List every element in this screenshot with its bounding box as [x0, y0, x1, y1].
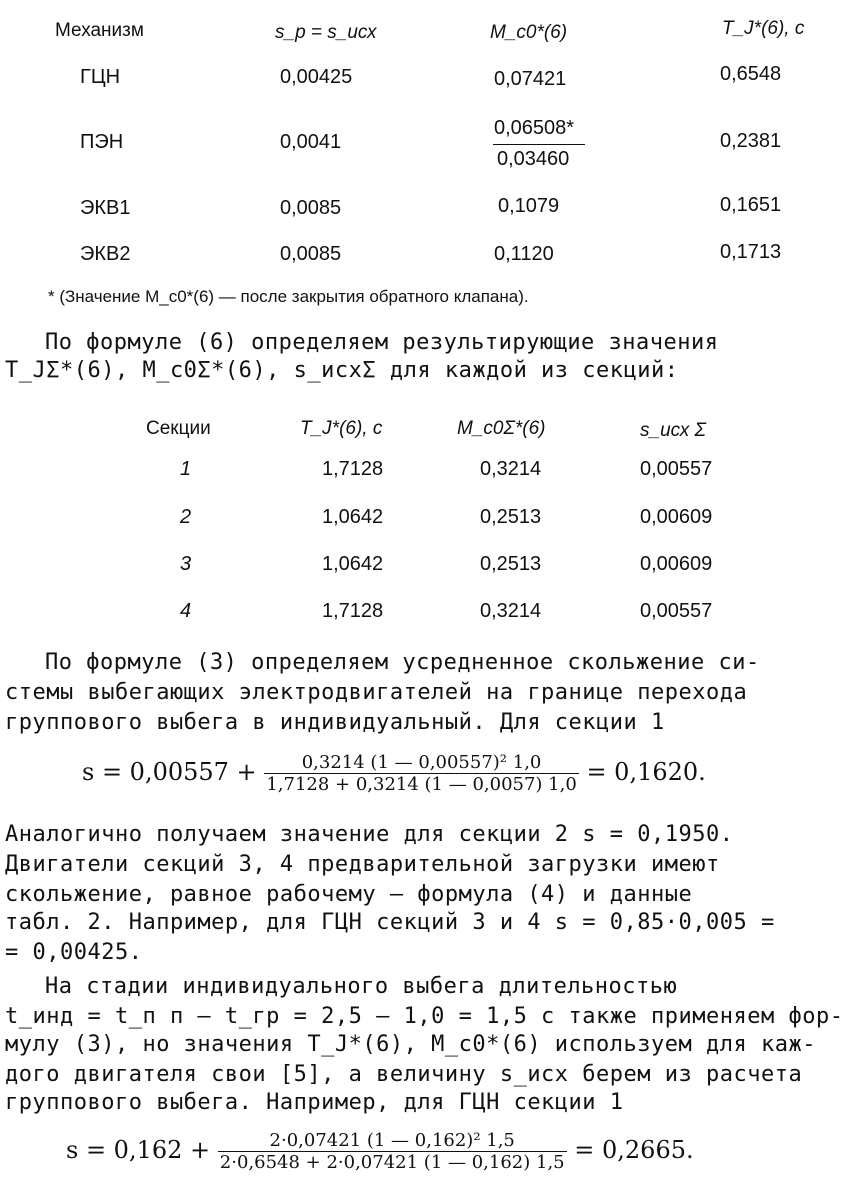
table2-row2-sec: 2 — [180, 506, 192, 528]
para1-line2: T_JΣ*(6), M_c0Σ*(6), s_исхΣ для каждой из секций: — [5, 358, 679, 383]
table1-row3-t: 0,1651 — [720, 194, 782, 216]
table1-header-moment: M_c0*(6) — [490, 22, 568, 43]
table1-row1-name: ГЦН — [80, 66, 121, 88]
table2-row1-s: 0,00557 — [640, 458, 713, 480]
para3-line1: Аналогично получаем значение для секции 2 s = 0,1950. — [5, 822, 734, 847]
formula1 — [82, 752, 706, 795]
formula2-numerator: 2·0,07421 (1 — 0,162)² 1,5 — [218, 1130, 567, 1152]
table1-row4-s: 0,0085 — [280, 243, 342, 265]
table2-row3-t: 1,0642 — [322, 553, 384, 575]
table1-footnote: * (Значение M_c0*(6) — после закрытия обратного клапана). — [48, 287, 529, 306]
table2-row2-m: 0,2513 — [480, 506, 542, 528]
table2-header-slip: s_исх Σ — [640, 420, 706, 441]
formula2-fraction — [218, 1130, 567, 1173]
table2-row4-s: 0,00557 — [640, 600, 713, 622]
formula1-fraction — [264, 752, 578, 795]
para1-line1: По формуле (6) определяем результирующие значения — [45, 330, 719, 355]
table2-row2-s: 0,00609 — [640, 506, 713, 528]
para4-line4: дого двигателя свои [5], а величину s_исх берем из расчета — [5, 1062, 803, 1087]
table1-row1-s: 0,00425 — [280, 66, 353, 88]
table2-header-moment: M_c0Σ*(6) — [457, 418, 546, 439]
para3-line5: = 0,00425. — [5, 940, 143, 965]
table1-row4-m: 0,1120 — [494, 243, 554, 265]
formula2-lhs: s = 0,162 + — [66, 1136, 211, 1164]
table2-row2-t: 1,0642 — [322, 506, 384, 528]
para2-line2: стемы выбегающих электродвигателей на границе перехода — [5, 680, 748, 705]
table1-row4-name: ЭКВ2 — [80, 243, 131, 265]
para4-line3: мулу (3), но значения T_J*(6), M_c0*(6) используем для каж- — [5, 1032, 816, 1057]
formula2 — [66, 1130, 694, 1173]
formula2-rhs: = 0,2665. — [574, 1136, 694, 1164]
table2-row4-sec: 4 — [180, 600, 192, 622]
formula2-denominator: 2·0,6548 + 2·0,07421 (1 — 0,162) 1,5 — [219, 1152, 565, 1173]
table1-row3-name: ЭКВ1 — [80, 197, 131, 219]
table2-header-sections: Секции — [146, 418, 211, 439]
para4-line5: группового выбега. Например, для ГЦН секции 1 — [5, 1090, 624, 1115]
table1-header-mechanism: Механизм — [55, 20, 144, 41]
table1-row2-t: 0,2381 — [720, 130, 782, 152]
para2-line3: группового выбега в индивидуальный. Для секции 1 — [5, 710, 665, 735]
table1-row2-m-den: 0,03460 — [497, 148, 570, 170]
formula1-denominator: 1,7128 + 0,3214 (1 — 0,0057) 1,0 — [266, 774, 577, 795]
table1-row3-m: 0,1079 — [498, 195, 560, 217]
table2-row4-t: 1,7128 — [322, 600, 384, 622]
table1-row2-name: ПЭН — [80, 131, 124, 153]
table2-row3-m: 0,2513 — [480, 553, 542, 575]
para3-line3: скольжение, равное рабочему — формула (4) и данные — [5, 882, 693, 907]
table1-header-slip: s_р = s_исх — [275, 22, 377, 43]
formula1-numerator: 0,3214 (1 — 0,00557)² 1,0 — [264, 752, 578, 774]
table2-row4-m: 0,3214 — [480, 600, 542, 622]
table2-row3-sec: 3 — [180, 553, 192, 575]
table2-row3-s: 0,00609 — [640, 553, 713, 575]
table2-header-tj: T_J*(6), с — [300, 418, 383, 439]
para3-line4: табл. 2. Например, для ГЦН секций 3 и 4 s = 0,85·0,005 = — [5, 910, 775, 935]
table1-row3-s: 0,0085 — [280, 197, 342, 219]
table1-row2-fraction-bar — [493, 144, 585, 145]
table2-row1-t: 1,7128 — [322, 458, 384, 480]
table1-row2-s: 0,0041 — [280, 131, 342, 153]
para2-line1: По формуле (3) определяем усредненное скольжение си- — [45, 650, 760, 675]
table2-row1-m: 0,3214 — [480, 458, 542, 480]
para4-line2: t_инд = t_п п — t_гр = 2,5 — 1,0 = 1,5 с также применяем фор- — [5, 1004, 844, 1029]
table1-row4-t: 0,1713 — [720, 241, 782, 263]
table1-row2-m-num: 0,06508* — [494, 117, 575, 139]
para3-line2: Двигатели секций 3, 4 предварительной загрузки имеют — [5, 852, 720, 877]
table1-header-tj: T_J*(6), с — [722, 18, 805, 39]
para4-line1: На стадии индивидуального выбега длительностью — [45, 974, 678, 999]
formula1-lhs: s = 0,00557 + — [82, 758, 257, 786]
formula1-rhs: = 0,1620. — [586, 758, 706, 786]
table2-row1-sec: 1 — [180, 458, 192, 480]
table1-row1-t: 0,6548 — [720, 63, 782, 85]
table1-row1-m: 0,07421 — [494, 68, 567, 90]
